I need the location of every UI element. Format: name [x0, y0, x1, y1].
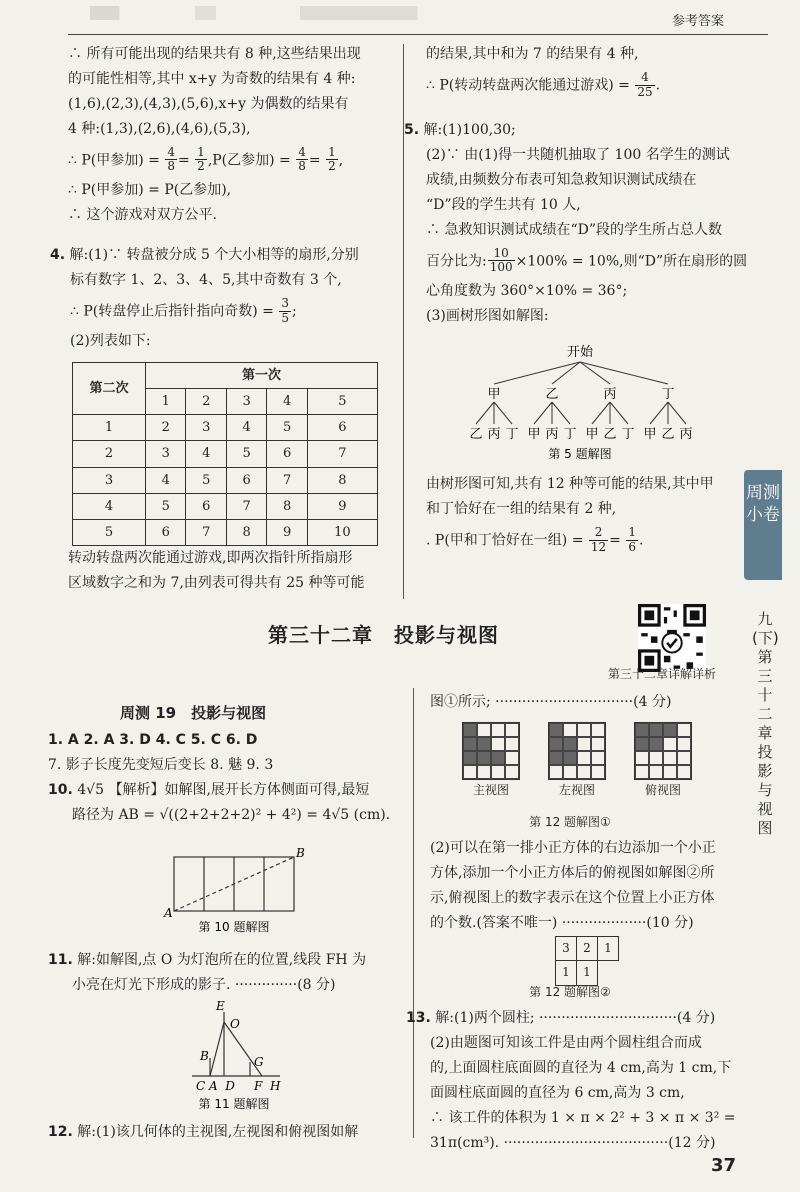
tree-node: 乙: [545, 387, 559, 402]
fraction: $\frac{10}{100}$: [489, 245, 513, 275]
figure-caption: 第 10 题解图: [198, 920, 270, 934]
text-line: 标有数字 1、2、3、4、5,其中奇数有 3 个,: [70, 271, 342, 288]
section-title: 周测 19 投影与视图: [120, 704, 267, 722]
tree-leaf: 乙: [469, 427, 483, 442]
tree-node: 甲: [487, 387, 501, 402]
tree-node: 丁: [661, 387, 675, 402]
table-row: 3 4 5 6 7 8: [73, 467, 378, 493]
table-top-header: 第一次: [146, 363, 378, 389]
qr-caption: 第三十二章详解详析: [608, 667, 717, 681]
fraction: $\frac{4}{8}$: [298, 144, 306, 174]
text-line: 的,上面圆柱底面圆的直径为 4 cm,高为 1 cm,下: [430, 1059, 732, 1076]
text-line: 面圆柱底面圆的直径为 6 cm,高为 3 cm,: [430, 1084, 685, 1101]
text-line: 成绩,由频数分布表可知急救知识测试成绩在: [426, 171, 697, 188]
point-label: B: [296, 846, 305, 860]
chapter-title: 第三十二章 投影与视图: [268, 623, 499, 647]
text-line: 示,俯视图上的数字表示在这个位置上小正方体: [430, 889, 715, 906]
probability-line: ∴ P(转盘停止后指针指向奇数) = $\frac{3}{5}$ ;: [70, 295, 297, 325]
text-line: (2)由题图可知该工件是由两个圆柱组合而成: [430, 1034, 702, 1051]
question-number: 12.: [48, 1124, 73, 1140]
question-13: 13. 解:(1)两个圆柱; ·······························(4 分) (2)由题图可知该工件是由两个圆柱组合而成 的,上面圆柱底面圆的直径为 4 cm,高为 1 cm,下 面圆柱底面圆的直径为 6 cm,高为 3 cm, ∴ 该工件的体积为 1 × π × 2² + 3 × π × 3² = 31π(cm³). ·····································(12 分): [406, 1006, 742, 1155]
view-label: 主视图: [472, 783, 509, 797]
question-number: 11.: [48, 952, 73, 968]
text-line: 图①所示; ·······························(4 分): [430, 694, 672, 710]
probability-line: ∴ P(转动转盘两次能通过游戏) = $\frac{4}{25}$ .: [426, 69, 661, 99]
text-line: (1,6),(2,3),(4,3),(5,6),x+y 为偶数的结果有: [68, 95, 349, 112]
text-line: 转动转盘两次能通过游戏,即两次指针所指扇形: [68, 550, 353, 566]
question-12-start: 12. 解:(1)该几何体的主视图,左视图和俯视图如解: [48, 1124, 359, 1140]
qr-code-icon[interactable]: [638, 604, 706, 672]
q11-figure: [188, 1000, 288, 1116]
point-label: O: [230, 1017, 240, 1031]
question-number: 4.: [50, 247, 66, 263]
fraction: $\frac{1}{2}$: [197, 144, 205, 174]
text-line: 心角度数为 360°×10% = 36°;: [426, 283, 628, 300]
tree-leaf: 丁: [563, 427, 577, 442]
tree-leaf: 丁: [505, 427, 519, 442]
question-number: 10.: [48, 781, 73, 798]
percentage-line: 百分比为: $\frac{10}{100}$ ×100% = 10%,则“D”所在扇形的圆: [426, 245, 748, 275]
table-corner: 第二次: [73, 363, 146, 415]
header-rule: [68, 34, 768, 35]
question-11: 11. 解:如解图,点 O 为灯泡所在的位置,线段 FH 为 小亮在灯光下形成的影子. ··············(8 分): [48, 948, 408, 998]
fraction: $\frac{1}{2}$: [328, 144, 336, 174]
fraction: $\frac{4}{25}$: [637, 69, 653, 99]
side-tab-area: [738, 470, 800, 1190]
text-line: ∴ 该工件的体积为 1 × π × 2² + 3 × π × 3² =: [430, 1109, 736, 1126]
answer-row: 7. 影子长度先变短后变长 8. 魅 9. 3: [48, 756, 274, 773]
sum-table: [72, 362, 378, 546]
table-row: 4 5 6 7 8 9: [73, 493, 378, 519]
section-tab[interactable]: 周测小卷: [744, 470, 782, 580]
figure-caption: 第 12 题解图②: [529, 985, 611, 999]
text-line: 31π(cm³). ·····································(12 分): [430, 1134, 716, 1151]
text-line: 区域数字之和为 7,由列表可得共有 25 种等可能: [68, 574, 365, 591]
tree-leaf: 乙: [661, 427, 675, 442]
tree-leaf: 丙: [679, 427, 693, 442]
q12-continued: [430, 690, 736, 715]
point-label: A: [164, 906, 173, 920]
tree-leaf: 丙: [545, 427, 559, 442]
point-label: G: [254, 1055, 264, 1069]
text-line: 由树形图可知,共有 12 种等可能的结果,其中甲: [426, 476, 714, 492]
tree-leaf: 甲: [585, 427, 599, 442]
question-5-conclusion: [426, 472, 738, 558]
point-label: E: [216, 1000, 225, 1013]
text-line: 的结果,其中和为 7 的结果有 4 种,: [426, 46, 639, 62]
point-label: B: [200, 1049, 209, 1063]
tree-diagram: [448, 340, 718, 464]
fraction: $\frac{1}{6}$: [628, 524, 636, 554]
tree-edge: [494, 362, 580, 384]
tree-leaf: 乙: [603, 427, 617, 442]
fraction: $\frac{3}{5}$: [281, 295, 289, 325]
text-line: ∴ 这个游戏对双方公平.: [68, 207, 217, 224]
table-header-cell: 4: [267, 389, 307, 415]
table-header-cell: 1: [146, 389, 186, 415]
table-header-cell: 2: [186, 389, 226, 415]
answer-row: 1. A 2. A 3. D 4. C 5. C 6. D: [48, 732, 258, 748]
fraction: $\frac{2}{12}$: [590, 524, 607, 554]
figure-caption: 第 11 题解图: [198, 1097, 270, 1111]
question-4-after: [68, 546, 398, 596]
q10-figure: [160, 845, 310, 935]
text-line: (2)列表如下:: [70, 333, 151, 350]
header-decoration: [90, 6, 510, 20]
tree-caption: 第 5 题解图: [548, 447, 612, 461]
question-number: 13.: [406, 1010, 431, 1026]
text-line: 和丁恰好在一组的结果有 2 种,: [426, 500, 617, 517]
view-label: 左视图: [558, 783, 595, 797]
question-5: 5. 解:(1)100,30; (2)∵ 由(1)得一共随机抽取了 100 名学生的测试 成绩,由频数分布表可知急救知识测试成绩在 “D”段的学生共有 10 人, ∴ 急救知识测试成绩在“D”段的学生所占总人数 百分比为: $\frac{10}{100}$ ×100% = 10%,则“D”所在扇形的圆 心角度数为 360°×10% = 36°; (3)画树形图如解图:: [404, 118, 740, 329]
fraction: $\frac{4}{8}$: [167, 144, 175, 174]
table-row: 2 3 4 5 6 7: [73, 441, 378, 467]
three-views: [462, 722, 712, 802]
text-line: “D”段的学生共有 10 人,: [426, 196, 581, 213]
table-header-cell: 5: [307, 389, 377, 415]
header-title: 参考答案: [671, 14, 724, 29]
page-number: 37: [710, 1155, 736, 1176]
tree-leaf: 甲: [527, 427, 541, 442]
tree-leaf: 甲: [643, 427, 657, 442]
tree-node: 丙: [603, 387, 617, 402]
tree-edge: [580, 362, 668, 384]
view-label: 俯视图: [644, 783, 681, 797]
text-line: (2)∵ 由(1)得一共随机抽取了 100 名学生的测试: [426, 146, 730, 163]
top-view-count-table: 3 2 1 1 1: [555, 936, 619, 986]
text-line: ∴ 急救知识测试成绩在“D”段的学生所占总人数: [426, 221, 722, 238]
text-line: 方体,添加一个小正方体后的俯视图如解图②所: [430, 864, 715, 881]
text-line: 路径为 AB = √((2+2+2+2)² + 4²) = 4√5 (cm).: [72, 806, 391, 823]
text-line: (3)画树形图如解图:: [426, 308, 549, 325]
tree-edges-level2: [476, 402, 686, 424]
q12-part2: [430, 836, 736, 936]
probability-line: ∴ P(甲参加) = $\frac{4}{8}$ = $\frac{1}{2}$ ,P(乙参加) = $\frac{4}{8}$ = $\frac{1}{2}$ ,: [68, 144, 344, 174]
table-header-cell: 3: [226, 389, 266, 415]
top-view: [634, 722, 692, 801]
text-line: ∴ 所有可能出现的结果共有 8 种,这些结果出现: [68, 46, 361, 62]
vertical-chapter-label: 九(下) 第三十二章 投影与视图: [752, 610, 779, 837]
answers-block: 1. A 2. A 3. D 4. C 5. C 6. D 7. 影子长度先变短后变长 8. 魅 9. 3 10. 4√5 【解析】如解图,展开长方体侧面可得,最短 路径为 AB = √((2+2+2+2)² + 4²) = 4√5 (cm).: [48, 728, 408, 828]
text-line: 4 种:(1,3),(2,6),(4,6),(5,3),: [68, 120, 251, 137]
left-column-top: [68, 42, 398, 228]
table-row: 1 2 3 4 5 6: [73, 415, 378, 441]
table-row: 5 6 7 8 9 10: [73, 519, 378, 545]
tree-leaf: 丙: [487, 427, 501, 442]
tree-leaf: 丁: [621, 427, 635, 442]
ground-labels: C A D F H: [196, 1079, 281, 1093]
side-view: [548, 722, 606, 801]
probability-line: . P(甲和丁恰好在一组) = $\frac{2}{12}$ = $\frac{1}{6}$ .: [426, 524, 644, 554]
front-view: [462, 722, 520, 801]
tree-root: 开始: [566, 345, 594, 360]
figure-caption: 第 12 题解图①: [529, 815, 611, 829]
page-header: [0, 0, 800, 32]
text-line: 的可能性相等,其中 x+y 为奇数的结果有 4 种:: [68, 70, 356, 87]
question-4: 4. 解:(1)∵ 转盘被分成 5 个大小相等的扇形,分别 标有数字 1、2、3、4、5,其中奇数有 3 个, ∴ P(转盘停止后指针指向奇数) = $\frac{3}{5}$ ; (2)列表如下:: [50, 243, 400, 354]
text-line: 的个数.(答案不唯一) ···················(10 分): [430, 914, 694, 931]
right-column-top: [426, 42, 736, 104]
question-number: 5.: [404, 122, 420, 138]
text-line: 小亮在灯光下形成的影子. ··············(8 分): [72, 976, 336, 993]
text-line: ∴ P(甲参加) = P(乙参加),: [68, 182, 232, 199]
text-line: (2)可以在第一排小正方体的右边添加一个小正: [430, 840, 716, 856]
